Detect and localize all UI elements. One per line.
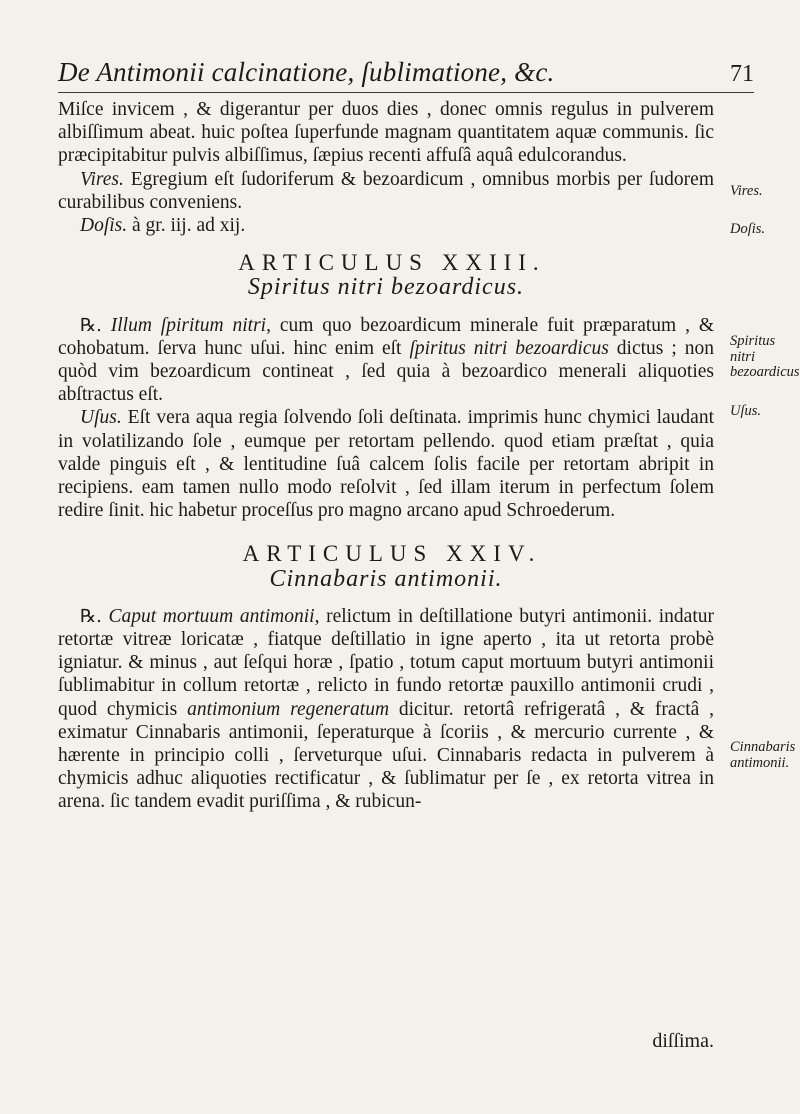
article-23-lead: Illum ſpiritum nitri [101,314,267,336]
usus-label: Uſus. [80,407,122,429]
margin-note-spiritus: Spiritus nitri bezoardicus [730,333,800,380]
margin-note-vires: Vires. [730,183,763,199]
margin-note-dosis: Doſis. [730,221,766,237]
catchword: diſſima. [652,1030,714,1052]
article-23-subtitle: Spiritus nitri bezoardicus. [247,274,525,301]
article-23-usus [58,406,714,522]
dosis-text: à gr. iij. ad xij. [127,215,246,237]
article-24-body [58,605,714,814]
article-24-text-2: dicitur. retortâ refrigeratâ , & fractâ , eximatur Cinnabaris antimonii, ſeperaturque à ſcoriis , & mercurio currente , & hærente in principio colli , ſerveturque uſui. Cinnabaris redacta in pulverem à chymicis adhuc aliquoties rectificatur , & ſublimatur per ſe , ex retorta vitrea in arena. ſic tandem evadit puriſſima , & rubicun- [58,698,714,813]
paragraph-mixture [58,98,714,168]
dosis-label: Doſis. [80,215,128,237]
recipe-symbol: ℞. [80,314,102,336]
article-24-text-1: , relictum in deſtillatione butyri antimonii. indatur retortæ vitreæ loricatæ , fiatque deſtillatio in igne aperto , ita ut retorta probè igniatur. & minus , aut ſeſqui horæ , ſpatio , totum caput mortuum butyri antimonii ſublimabitur in collum retortæ , relicto in fundo retortæ pauxillo antimonii crudi , quod chymicis [58,605,714,720]
article-23-text-2: dictus ; non quòd vim bezoardicum contineat , ſed quia à bezoardico menerali aliquoties abſtractus eſt. [58,337,714,406]
article-24-subtitle: Cinnabaris antimonii. [269,565,503,592]
vires-label: Vires. [80,168,124,190]
margin-note-usus: Uſus. [730,403,762,419]
mixture-text: Miſce invicem , & digerantur per duos dies , donec omnis regulus in pulverem albiſſimum abeat. huic poſtea ſuperfunde magnam quantitatem aquæ communis. ſic præcipitabitur pulvis albiſſimus, ſæpius recenti affuſâ aquâ edulcorandus. [58,99,714,167]
article-24-lead: Caput mortuum antimonii [101,605,315,627]
main-text-column [58,98,714,814]
paragraph-vires [58,168,714,214]
paragraph-dosis [58,214,714,237]
page-number: 71 [730,61,754,87]
article-23-body [58,314,714,407]
article-24-heading: ARTICULUS XXIV. [242,541,542,567]
margin-note-cinnabaris: Cinnabaris antimonii. [730,739,796,771]
vires-text: Egregium eſt ſudoriferum & bezoardicum , omnibus morbis per ſudorem curabilibus conveniens. [58,168,714,213]
page-header [58,58,754,93]
article-23-heading: ARTICULUS XXIII. [238,250,546,276]
recipe-symbol: ℞. [80,605,102,627]
article-23-text-1: , cum quo bezoardicum minerale fuit præparatum , & cohobatum. ſerva hunc uſui. hinc enim eſt [58,314,714,359]
running-title: De Antimonii calcinatione, ſublimatione, &c. [58,57,555,87]
article-24-italic-term: antimonium regeneratum [187,698,390,720]
usus-text: Eſt vera aqua regia ſolvendo ſoli deſtinata. imprimis hunc chymici laudant in volatilizando ſole , eumque per retortam pellendo. quod etiam præſtat , quia valde pinguis eſt , & lentitudine ſuâ calcem ſolis facile per retortam abripit in recipiens. eam tamen nullo modo reſolvit , ſed illam iterum in perfectum ſolem redire ſinit. hic habetur proceſſus pro magno arcano apud Schroederum. [58,407,714,522]
article-23-italic-term: ſpiritus nitri bezoardicus [409,337,609,359]
